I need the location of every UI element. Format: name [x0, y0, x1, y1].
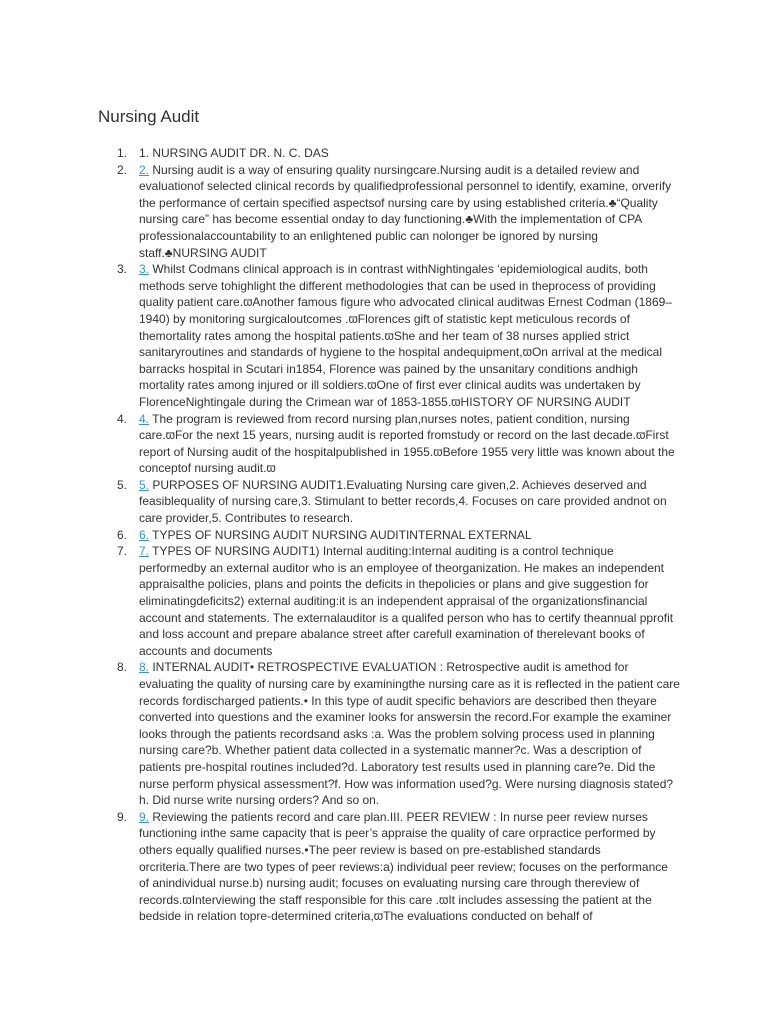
list-item-number: 6. [116, 527, 127, 542]
list-item-text: Reviewing the patients record and care plan.III. PEER REVIEW : In nurse peer review nurses functioning inthe same capacity that is peer’s appraise the quality of care orpractice performed by others equally qualified nurses.•The peer review is based on pre-established standards orcriteria.There are two types of peer reviews:a) individual peer review; focuses on the performance of anindividual nurse.b) nursing audit; focuses on evaluating nursing care through thereview of records.ϖInterviewing the staff responsible for this care .ϖIt includes assessing the patient at the bedside in relation topre-determined criteria,ϖThe evaluations conducted on behalf of [139, 809, 668, 924]
list-item-text: INTERNAL AUDIT• RETROSPECTIVE EVALUATION : Retrospective audit is amethod for evaluating the quality of nursing care by examiningthe nursing care as it is reflected in the patient care records fordischarged patients.• In this type of audit specific behaviors are described then theyare converted into questions and the examiner looks for answersin the record.For example the examiner looks through the patients recordsand asks :a. Was the problem solving process used in planning nursing care?b. Whether patient data collected in a systematic manner?c. Was a description of patients pre-hospital routines included?d. Laboratory test results used in planning care?e. Did the nurse perform physical assessment?f. How was information used?g. Were nursing diagnosis stated?h. Did nurse write nursing orders? And so on. [139, 660, 680, 808]
list-item [0, 543, 680, 659]
list-item-number: 4. [116, 411, 127, 426]
list-item-number: 1. [116, 146, 127, 160]
slide-link[interactable]: 7. [139, 544, 150, 559]
list-item [0, 659, 680, 808]
list-item [0, 162, 680, 262]
list-item-text: Nursing audit is a way of ensuring quality nursingcare.Nursing audit is a detailed review and evaluationof selected clinical records by qualifiedprofessional personnel to identify, examine, orverify the performance of certain specified aspectsof nursing care by using established criteria.♣“Quality nursing care” has become essential onday to day functioning.♣With the implementation of CPA professionalaccountability to an enlightened public can nolonger be ignored by nursing staff.♣NURSING AUDIT [139, 162, 672, 260]
slide-link[interactable]: 3. [139, 262, 150, 277]
slide-link[interactable]: 4. [139, 411, 150, 426]
list-item-text: 1. NURSING AUDIT DR. N. C. DAS [139, 146, 329, 160]
list-item [0, 145, 680, 162]
document-title: Nursing Audit [98, 107, 200, 126]
list-item [0, 411, 680, 477]
slide-link[interactable]: 9. [139, 809, 150, 824]
numbered-list [0, 145, 680, 925]
list-item-number: 9. [116, 809, 127, 824]
list-item-text: TYPES OF NURSING AUDIT1) Internal auditing:Internal auditing is a control technique performedby an external auditor who is an employee of theorganization. He makes an independent appraisalthe policies, plans and points the deficits in thepolicies or plans and give suggestion for eliminatingdeficits2) external auditing:it is an independent appraisal of the organizationsfinancial account and statements. The externalauditor is a qualifed person who has to certify theannual pprofit and loss account and prepare abalance street after carefull examination of therelevant books of accounts and documents [139, 544, 674, 658]
list-item-text: The program is reviewed from record nursing plan,nurses notes, patient condition, nursing care.ϖFor the next 15 years, nursing audit is reported fromstudy or record on the last decade.ϖFirst report of Nursing audit of the hospitalpublished in 1955.ϖBefore 1955 very little was known about the conceptof nursing audit.ϖ [139, 411, 675, 476]
list-item-text: PURPOSES OF NURSING AUDIT1.Evaluating Nursing care given,2. Achieves deserved and feasiblequality of nursing care,3. Stimulant to better records,4. Focuses on care provided andnot on care provider,5. Contributes to research. [139, 477, 667, 526]
slide-link[interactable]: 2. [139, 162, 150, 177]
list-item-text: TYPES OF NURSING AUDIT NURSING AUDITINTERNAL EXTERNAL [149, 527, 532, 542]
slide-link[interactable]: 6. [139, 527, 150, 542]
list-item [0, 527, 680, 544]
list-item-number: 5. [116, 477, 127, 492]
list-item [0, 477, 680, 527]
list-item-number: 3. [116, 262, 127, 277]
list-item [0, 261, 680, 410]
list-item-text: Whilst Codmans clinical approach is in contrast withNightingales ‘epidemiological audits, both methods serve tohighlight the different methodologies that can be used in theprocess of providing quality patient care.ϖAnother famous figure who advocated clinical auditwas Ernest Codman (1869–1940) by monitoring surgicaloutcomes .ϖFlorences gift of statistic kept meticulous records of themortality rates among the hospital patients.ϖShe and her team of 38 nurses applied strict sanitaryroutines and standards of hygiene to the hospital andequipment,ϖOn arrival at the medical barracks hospital in Scutari in1854, Florence was pained by the unsanitary conditions andhigh mortality rates among injured or ill soldiers.ϖOne of first ever clinical audits was undertaken by FlorenceNightingale during the Crimean war of 1853-1855.ϖHISTORY OF NURSING AUDIT [139, 262, 673, 409]
slide-link[interactable]: 5. [139, 477, 150, 492]
list-item-number: 7. [116, 544, 127, 559]
list-item [0, 809, 680, 925]
list-item-number: 8. [116, 660, 127, 675]
list-item-number: 2. [116, 162, 127, 177]
slide-link[interactable]: 8. [139, 660, 150, 675]
